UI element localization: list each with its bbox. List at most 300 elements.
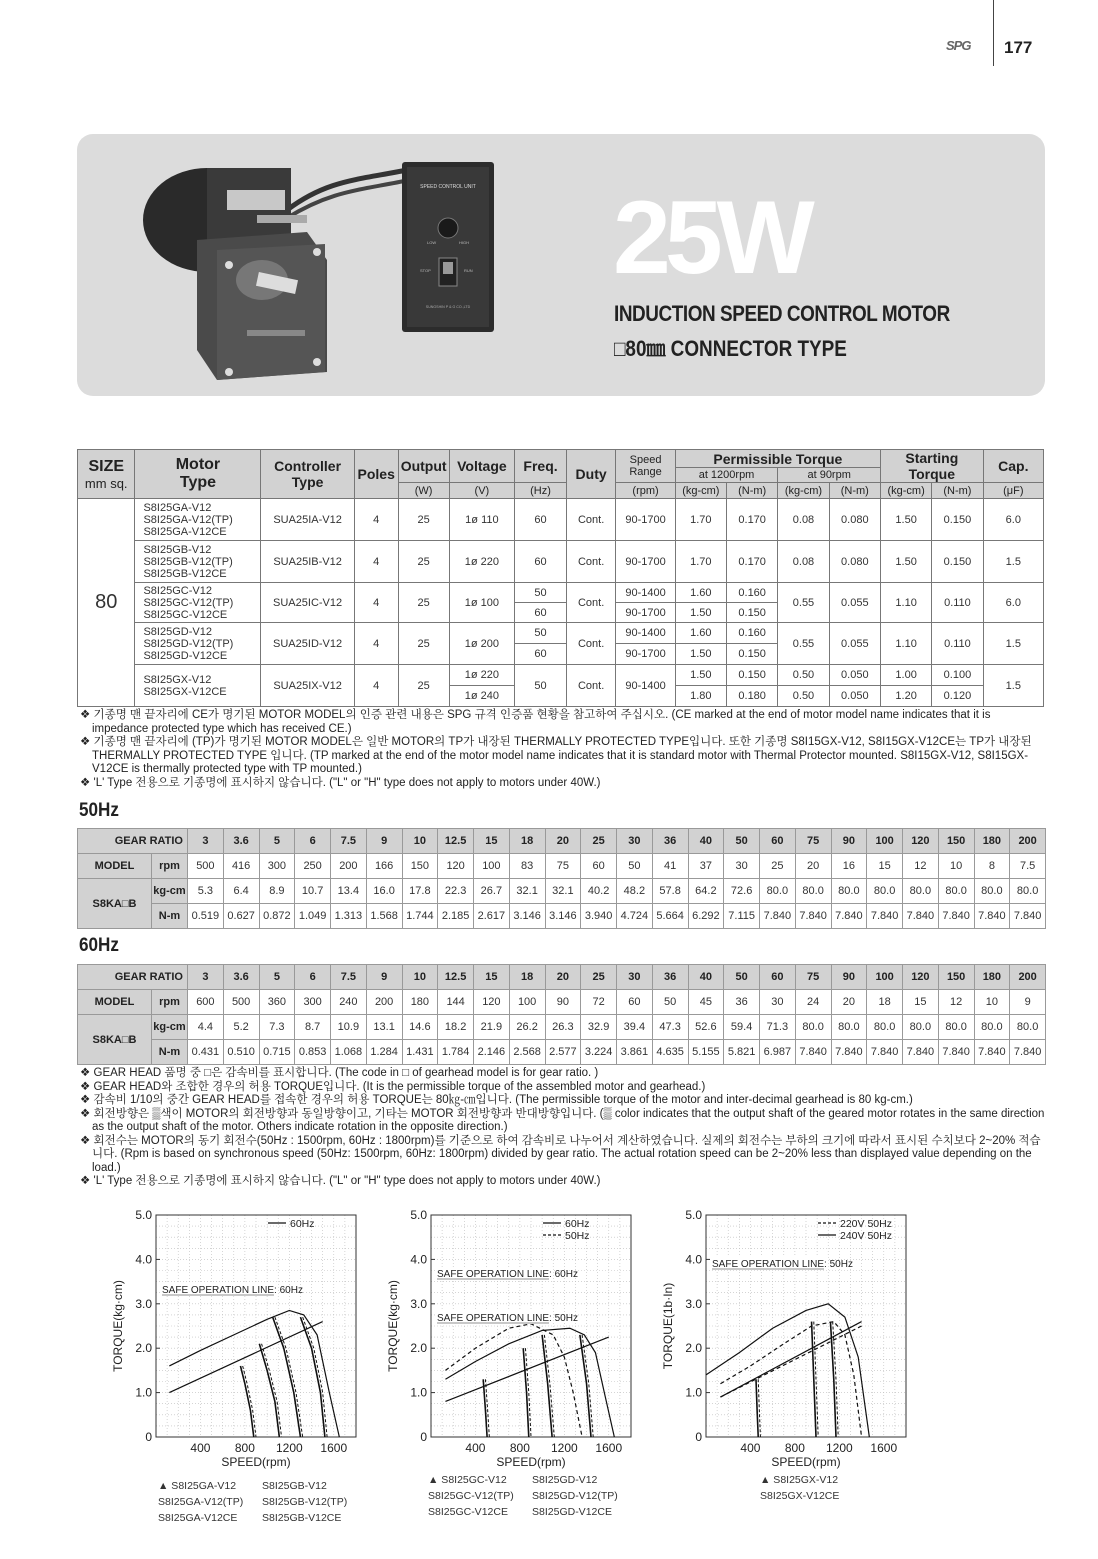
cutoff-line [259, 1344, 279, 1437]
product-title: INDUCTION SPEED CONTROL MOTOR [614, 301, 950, 326]
gear-cell: 40 [688, 965, 724, 990]
col-output: Output [398, 450, 449, 483]
gear-cell: 3 [188, 965, 224, 990]
gear-cell: 6.292 [688, 904, 724, 929]
gear-cell: 150 [938, 829, 974, 854]
legend-row [428, 1504, 618, 1520]
gear-cell: 80.0 [903, 879, 939, 904]
gear-cell: 3.146 [545, 904, 581, 929]
legend-model: S8I25GB-V12CE [262, 1512, 342, 1524]
gear-cell: 80.0 [1010, 879, 1046, 904]
spec-table: SIZE mm sq. Motor Type Controller Type Poles Output Voltage Freq. Duty Speed Range Permissible Torque Starting Torque Cap. at 1200rpm at 90rpm (W) (V) (Hz) (rpm) (kg-cm) (N-m) (kg-cm) (N-m) (kg-cm) (N-m) (μF) 80 S8I25GA-V12 S8I25GA-V12(TP) S8I25GA-V12CE SUA25IA-V12 4 25 1ø 110 60 Cont. 90-1700 1.70 0.170 0.08 0.080 1.50 0.150 6.0 S8I25GB-V12 S8I25GB-V12(TP) S8I25GB-V12CE SUA25IB-V12 4 25 1ø 220 60 Cont. 90-1700 1.70 0.170 0.08 0.080 1.50 0.150 1.5 S8I25GC-V12 S8I25GC-V12(TP) S8I25GC-V12CE SUA25IC-V12 4 25 1ø 100 50 Cont. 90-1400 1.60 0.160 0.55 0.055 1.10 0.110 6.0 60 90-1700 1.50 0.150 S8I25GD-V12 S8I25GD-V12(TP) S8I25GD-V12CE SUA25ID-V12 4 25 1ø 200 50 Cont. 90-1400 1.60 0.160 0.55 0.055 1.10 0.110 1.5 60 90-1700 1.50 0.150 S8I25GX-V12 S8I25GX-V12CE SUA25IX-V12 4 25 1ø 220 50 Cont. 90-1400 1.50 0.150 0.50 0.050 1.00 0.100 1.5 1ø 240 1.80 0.180 0.50 0.050 1.20 0.120 [77, 449, 1044, 707]
gear-cell: 500 [188, 854, 224, 879]
table-row: S8I25GB-V12 S8I25GB-V12(TP) S8I25GB-V12CE SUA25IB-V12 4 25 1ø 220 60 Cont. 90-1700 1.70 0.170 0.08 0.080 1.50 0.150 1.5 [78, 541, 1044, 583]
table-row: 60 90-1700 1.50 0.150 [78, 603, 1044, 623]
gear-cell: 59.4 [724, 1015, 760, 1040]
legend-row [158, 1494, 347, 1510]
gear-cell: 80.0 [760, 879, 796, 904]
gear-cell: 120 [903, 965, 939, 990]
gear-cell: 21.9 [474, 1015, 510, 1040]
gear-cell: 10 [938, 854, 974, 879]
gear-cell: 72 [581, 990, 617, 1015]
notes-spec: ❖ 기종명 맨 끝자리에 CE가 명기된 MOTOR MODEL의 인증 관련 내용은 SPG 규격 인증품 현황을 참고하여 주십시오. (CE marked at the end of motor model name indicates that it is impedance protected type which has received CE.) ❖ 기종명 맨 끝자리에 (TP)가 명기된 MOTOR MODEL은 일반 MOTOR의 TP가 내장된 THERMALLY PROTECTED TYPE입니다. 또한 기종명 S8I15GX-V12, S8I15GX-V12CE는 TP가 내장된 THERMALLY PROTECTED TYPE 입니다. (TP marked at the end of the motor model name indicates that it is standard motor with Thermal Protector mounted. S8I15GX-V12, S8I15GX-V12CE is thermally protected type with TP mounted.) ❖ 'L' Type 전용으로 기종명에 표시하지 않습니다. ("L" or "H" type does not apply to motors under 40W.) [80, 709, 1032, 789]
gear-cell: 5.821 [724, 1040, 760, 1065]
col-size: SIZE mm sq. [78, 450, 135, 499]
x-tick-label: 1200 [825, 1441, 853, 1455]
gear-cell: 15 [867, 854, 903, 879]
gear-cell: 7.840 [831, 904, 867, 929]
gear-cell: 6.4 [223, 879, 259, 904]
gear-cell: 300 [295, 990, 331, 1015]
gear-cell: 50 [617, 854, 653, 879]
table-row: S8I25GX-V12 S8I25GX-V12CE SUA25IX-V12 4 25 1ø 220 50 Cont. 90-1400 1.50 0.150 0.50 0.050 1.00 0.100 1.5 [78, 665, 1044, 686]
gear-cell: 80.0 [867, 1015, 903, 1040]
gear-cell: 100 [867, 965, 903, 990]
gear-table-60hz [77, 964, 1046, 1065]
legend-row [428, 1488, 618, 1504]
legend-model: S8I25GD-V12 [532, 1474, 598, 1486]
legend-model: S8I25GB-V12(TP) [262, 1496, 348, 1508]
gear-cell: 80.0 [974, 1015, 1010, 1040]
gear-cell: 7.840 [760, 904, 796, 929]
gear-cell: 75 [795, 829, 831, 854]
col-voltage: Voltage [449, 450, 515, 483]
gear-cell: 9 [366, 829, 402, 854]
gear-cell: 26.3 [545, 1015, 581, 1040]
gear-cell: 37 [688, 854, 724, 879]
legend-label: 220V 50Hz [840, 1218, 892, 1230]
gear-row-nm: N-m 0.431 0.510 0.715 0.853 1.068 1.284 1.431 1.784 2.146 2.568 2.577 3.224 3.861 4.635 5.155 5.821 6.987 7.840 7.840 7.840 7.840 7.840 7.840 7.840 [78, 1040, 1046, 1065]
gear-cell: 60 [760, 829, 796, 854]
col-at90: at 90rpm [778, 468, 881, 483]
gear-cell: 2.146 [474, 1040, 510, 1065]
legend-label: 240V 50Hz [840, 1230, 892, 1242]
gear-cell: 300 [259, 854, 295, 879]
svg-text:HIGH: HIGH [459, 240, 469, 245]
gear-row-kgcm: S8KA□B kg-cm 5.3 6.4 8.9 10.7 13.4 16.0 17.8 22.3 26.7 32.1 32.1 40.2 48.2 57.8 64.2 72.6 80.0 80.0 80.0 80.0 80.0 80.0 80.0 80.0 [78, 879, 1046, 904]
gear-cell: 5.3 [188, 879, 224, 904]
gear-row-kgcm: S8KA□B kg-cm 4.4 5.2 7.3 8.7 10.9 13.1 14.6 18.2 21.9 26.2 26.3 32.9 39.4 47.3 52.6 59.4 71.3 80.0 80.0 80.0 80.0 80.0 80.0 80.0 [78, 1015, 1046, 1040]
gear-cell: 80.0 [795, 1015, 831, 1040]
series-line [445, 1324, 582, 1437]
table-row: S8I25GC-V12 S8I25GC-V12(TP) S8I25GC-V12CE SUA25IC-V12 4 25 1ø 100 50 Cont. 90-1400 1.60 0.160 0.55 0.055 1.10 0.110 6.0 [78, 583, 1044, 603]
legend-model: S8I25GD-V12(TP) [532, 1490, 618, 1502]
gear-cell: 8.7 [295, 1015, 331, 1040]
gear-cell: 12 [903, 854, 939, 879]
gear-cell: 47.3 [652, 1015, 688, 1040]
gear-cell: 18 [867, 990, 903, 1015]
y-tick-label: 2.0 [685, 1341, 702, 1356]
gear-cell: 12.5 [438, 965, 474, 990]
x-axis-label: SPEED(rpm) [771, 1455, 841, 1469]
col-freq: Freq. [515, 450, 567, 483]
gear-cell: 5.155 [688, 1040, 724, 1065]
y-tick-label: 2.0 [410, 1341, 427, 1356]
gear-cell: 200 [366, 990, 402, 1015]
col-poles: Poles [354, 450, 398, 499]
gear-cell: 0.853 [295, 1040, 331, 1065]
gear-cell: 0.510 [223, 1040, 259, 1065]
gear-cell: 7.840 [831, 1040, 867, 1065]
gear-cell: 3.146 [509, 904, 545, 929]
legend-row [158, 1478, 347, 1494]
gear-cell: 5.664 [652, 904, 688, 929]
series-line [720, 1326, 861, 1397]
gear-cell: 16 [831, 854, 867, 879]
gear-cell: 9 [366, 965, 402, 990]
gear-cell: 50 [724, 829, 760, 854]
gear-cell: 3.224 [581, 1040, 617, 1065]
annotation-label: SAFE OPERATION LINE: 50Hz [712, 1259, 853, 1270]
torque-chart-ga-gb [110, 1205, 370, 1475]
y-tick-label: 3.0 [685, 1296, 702, 1311]
gear-cell: 80.0 [903, 1015, 939, 1040]
gear-cell: 6 [295, 965, 331, 990]
col-start-torque: Starting Torque [881, 450, 984, 483]
table-row: 60 90-1700 1.50 0.150 [78, 644, 1044, 665]
legend-label: 60Hz [565, 1218, 590, 1230]
gear-cell: 360 [259, 990, 295, 1015]
heading-50hz: 50Hz [79, 800, 119, 821]
torque-chart-gx [660, 1205, 920, 1475]
gear-cell: 10.9 [331, 1015, 367, 1040]
series-line [720, 1322, 861, 1437]
y-tick-label: 5.0 [685, 1208, 702, 1222]
gear-cell: 1.049 [295, 904, 331, 929]
hero-banner [77, 134, 1045, 396]
gear-cell: 25 [760, 854, 796, 879]
x-tick-label: 1600 [870, 1441, 898, 1455]
gear-cell: 2.568 [509, 1040, 545, 1065]
gear-cell: 15 [903, 990, 939, 1015]
gear-cell: 15 [474, 965, 510, 990]
x-tick-label: 400 [740, 1441, 761, 1455]
gear-cell: 250 [295, 854, 331, 879]
chart-legend-gc-gd [428, 1472, 618, 1520]
gear-cell: 10 [974, 990, 1010, 1015]
gear-row-ratios: GEAR RATIO 3 3.6 5 6 7.5 9 10 12.5 15 18 20 25 30 36 40 50 60 75 90 100 120 150 180 200 [78, 965, 1046, 990]
y-tick-label: 5.0 [135, 1208, 152, 1222]
gear-cell: 15 [474, 829, 510, 854]
gear-cell: 36 [652, 829, 688, 854]
gear-cell: 0.715 [259, 1040, 295, 1065]
gear-cell: 7.840 [903, 904, 939, 929]
gear-table-50hz [77, 828, 1046, 929]
page-header [0, 0, 1098, 80]
cutoff-line [756, 1379, 758, 1437]
col-duty: Duty [566, 450, 616, 499]
gear-cell: 80.0 [795, 879, 831, 904]
x-tick-label: 400 [465, 1441, 486, 1455]
gear-cell: 25 [581, 829, 617, 854]
gear-cell: 48.2 [617, 879, 653, 904]
gear-cell: 7.840 [795, 904, 831, 929]
gear-cell: 166 [366, 854, 402, 879]
gear-cell: 3.6 [223, 829, 259, 854]
legend-label: 50Hz [565, 1230, 590, 1242]
gear-cell: 30 [724, 854, 760, 879]
gear-cell: 4.724 [617, 904, 653, 929]
legend-model: S8I25GX-V12CE [760, 1490, 840, 1502]
gear-cell: 50 [652, 990, 688, 1015]
gear-row-nm: N-m 0.519 0.627 0.872 1.049 1.313 1.568 1.744 2.185 2.617 3.146 3.146 3.940 4.724 5.664 6.292 7.115 7.840 7.840 7.840 7.840 7.840 7.840 7.840 7.840 [78, 904, 1046, 929]
gear-cell: 2.577 [545, 1040, 581, 1065]
legend-model: ▲ S8I25GA-V12 [158, 1480, 237, 1492]
gear-cell: 36 [652, 965, 688, 990]
gear-cell: 36 [724, 990, 760, 1015]
series-line [169, 1322, 322, 1393]
gear-cell: 144 [438, 990, 474, 1015]
x-axis-label: SPEED(rpm) [221, 1455, 291, 1469]
gear-cell: 20 [545, 829, 581, 854]
y-tick-label: 1.0 [410, 1385, 427, 1400]
legend-row [760, 1472, 864, 1488]
col-at1200: at 1200rpm [675, 468, 778, 483]
gear-row-rpm: MODEL rpm 500 416 300 250 200 166 150 120 100 83 75 60 50 41 37 30 25 20 16 15 12 10 8 7.5 [78, 854, 1046, 879]
y-axis-label: TORQUE(kg·cm) [386, 1280, 400, 1372]
gear-cell: 500 [223, 990, 259, 1015]
svg-text:SUNGSHIN P & G CO.,LTD: SUNGSHIN P & G CO.,LTD [425, 305, 471, 309]
x-tick-label: 1600 [320, 1441, 348, 1455]
gear-cell: 7.840 [1010, 1040, 1046, 1065]
gear-cell: 7.840 [867, 904, 903, 929]
gear-cell: 40.2 [581, 879, 617, 904]
chart-legend-ga-gb [158, 1478, 347, 1526]
gear-cell: 18 [509, 965, 545, 990]
gear-cell: 12.5 [438, 829, 474, 854]
gear-cell: 120 [474, 990, 510, 1015]
y-tick-label: 2.0 [135, 1341, 152, 1356]
gear-cell: 150 [402, 854, 438, 879]
size-cell: 80 [78, 499, 135, 707]
x-tick-label: 800 [784, 1441, 805, 1455]
y-tick-label: 5.0 [410, 1208, 427, 1222]
gear-cell: 8.9 [259, 879, 295, 904]
gear-cell: 52.6 [688, 1015, 724, 1040]
gear-cell: 2.617 [474, 904, 510, 929]
gear-cell: 90 [545, 990, 581, 1015]
cutoff-line [542, 1335, 552, 1437]
table-row: S8I25GD-V12 S8I25GD-V12(TP) S8I25GD-V12CE SUA25ID-V12 4 25 1ø 200 50 Cont. 90-1400 1.60 0.160 0.55 0.055 1.10 0.110 1.5 [78, 623, 1044, 644]
gear-cell: 120 [438, 854, 474, 879]
gear-cell: 100 [474, 854, 510, 879]
cutoff-line [240, 1366, 253, 1437]
gear-cell: 7.840 [974, 904, 1010, 929]
gear-cell: 7.840 [938, 1040, 974, 1065]
gear-cell: 80.0 [831, 1015, 867, 1040]
gear-cell: 72.6 [724, 879, 760, 904]
gear-cell: 16.0 [366, 879, 402, 904]
x-axis-label: SPEED(rpm) [496, 1455, 566, 1469]
header-divider [993, 0, 994, 66]
torque-chart-gc-gd [385, 1205, 645, 1475]
gear-cell: 9 [1010, 990, 1046, 1015]
gear-cell: 7.840 [1010, 904, 1046, 929]
series-line [169, 1310, 339, 1437]
gear-cell: 57.8 [652, 879, 688, 904]
x-tick-label: 800 [234, 1441, 255, 1455]
y-axis-label: TORQUE(kg·cm) [111, 1280, 125, 1372]
gear-cell: 26.7 [474, 879, 510, 904]
gear-cell: 20 [795, 854, 831, 879]
gear-cell: 5 [259, 829, 295, 854]
gear-cell: 26.2 [509, 1015, 545, 1040]
gear-cell: 13.1 [366, 1015, 402, 1040]
gear-cell: 240 [331, 990, 367, 1015]
gear-cell: 7.840 [974, 1040, 1010, 1065]
y-tick-label: 1.0 [135, 1385, 152, 1400]
gear-cell: 32.1 [509, 879, 545, 904]
legend-model: S8I25GB-V12 [262, 1480, 327, 1492]
gear-cell: 32.9 [581, 1015, 617, 1040]
annotation-label: SAFE OPERATION LINE: 50Hz [437, 1313, 578, 1324]
x-tick-label: 1600 [595, 1441, 623, 1455]
gear-cell: 80.0 [974, 879, 1010, 904]
gear-cell: 8 [974, 854, 1010, 879]
col-motor: Motor Type [135, 450, 261, 499]
cutoff-line [812, 1322, 816, 1437]
gear-cell: 6.987 [760, 1040, 796, 1065]
gear-cell: 120 [903, 829, 939, 854]
gear-cell: 10 [402, 829, 438, 854]
gear-cell: 1.313 [331, 904, 367, 929]
gear-cell: 80.0 [938, 1015, 974, 1040]
gear-row-ratios: GEAR RATIO 3 3.6 5 6 7.5 9 10 12.5 15 18 20 25 30 36 40 50 60 75 90 100 120 150 180 200 [78, 829, 1046, 854]
cutoff-line [544, 1335, 554, 1437]
gear-cell: 80.0 [867, 879, 903, 904]
x-tick-label: 1200 [550, 1441, 578, 1455]
legend-model: ▲ S8I25GX-V12 [760, 1474, 839, 1486]
legend-model: S8I25GC-V12CE [428, 1506, 508, 1518]
gear-cell: 39.4 [617, 1015, 653, 1040]
gear-cell: 4.635 [652, 1040, 688, 1065]
col-controller: Controller Type [261, 450, 354, 499]
gear-cell: 14.6 [402, 1015, 438, 1040]
legend-model: S8I25GA-V12CE [158, 1512, 238, 1524]
gear-cell: 10 [402, 965, 438, 990]
gear-cell: 4.4 [188, 1015, 224, 1040]
gear-cell: 80.0 [831, 879, 867, 904]
gear-cell: 100 [509, 990, 545, 1015]
gear-cell: 32.1 [545, 879, 581, 904]
gear-cell: 7.5 [1010, 854, 1046, 879]
gear-cell: 1.744 [402, 904, 438, 929]
y-tick-label: 0 [695, 1430, 702, 1444]
gear-cell: 83 [509, 854, 545, 879]
cutoff-line [582, 1335, 593, 1437]
gear-cell: 200 [1010, 829, 1046, 854]
legend-model: ▲ S8I25GC-V12 [428, 1474, 507, 1486]
legend-label: 60Hz [290, 1218, 315, 1230]
svg-text:STOP: STOP [420, 268, 431, 273]
gear-cell: 1.784 [438, 1040, 474, 1065]
gear-cell: 3.861 [617, 1040, 653, 1065]
gear-cell: 17.8 [402, 879, 438, 904]
y-tick-label: 4.0 [135, 1252, 152, 1267]
gear-cell: 30 [617, 829, 653, 854]
gear-cell: 0.519 [188, 904, 224, 929]
gear-cell: 10.7 [295, 879, 331, 904]
svg-text:LOW: LOW [427, 240, 437, 245]
gear-cell: 7.115 [724, 904, 760, 929]
gear-cell: 24 [795, 990, 831, 1015]
gear-cell: 30 [760, 990, 796, 1015]
gear-cell: 80.0 [1010, 1015, 1046, 1040]
gear-cell: 90 [831, 829, 867, 854]
gear-cell: 60 [617, 990, 653, 1015]
table-row: 80 S8I25GA-V12 S8I25GA-V12(TP) S8I25GA-V12CE SUA25IA-V12 4 25 1ø 110 60 Cont. 90-1700 1.70 0.170 0.08 0.080 1.50 0.150 6.0 [78, 499, 1044, 541]
legend-row [158, 1510, 347, 1526]
gear-cell: 30 [617, 965, 653, 990]
y-axis-label: TORQUE(1b·In) [661, 1282, 675, 1370]
gear-cell: 45 [688, 990, 724, 1015]
product-subtitle: □80㎜ CONNECTOR TYPE [614, 336, 847, 361]
gear-cell: 90 [831, 965, 867, 990]
gear-cell: 7.5 [331, 965, 367, 990]
gear-cell: 6 [295, 829, 331, 854]
y-tick-label: 3.0 [410, 1296, 427, 1311]
gear-cell: 200 [331, 854, 367, 879]
brand-logo: SPG [946, 38, 971, 53]
gear-cell: 100 [867, 829, 903, 854]
gear-row-rpm: MODEL rpm 600 500 360 300 240 200 180 144 120 100 90 72 60 50 45 36 30 24 20 18 15 12 10 9 [78, 990, 1046, 1015]
svg-text:RUN: RUN [464, 268, 473, 273]
legend-model: S8I25GC-V12(TP) [428, 1490, 514, 1502]
gear-cell: 75 [795, 965, 831, 990]
gear-cell: 18 [509, 829, 545, 854]
annotation-label: SAFE OPERATION LINE: 60Hz [437, 1269, 578, 1280]
gear-cell: 60 [760, 965, 796, 990]
heading-60hz: 60Hz [79, 935, 119, 956]
gear-cell: 80.0 [938, 879, 974, 904]
y-tick-label: 0 [145, 1430, 152, 1444]
gear-cell: 22.3 [438, 879, 474, 904]
gear-cell: 75 [545, 854, 581, 879]
svg-text:SPEED CONTROL UNIT: SPEED CONTROL UNIT [420, 184, 476, 190]
gear-cell: 180 [402, 990, 438, 1015]
gear-cell: 600 [188, 990, 224, 1015]
col-speed: Speed Range [616, 450, 675, 483]
gear-cell: 5.2 [223, 1015, 259, 1040]
gear-cell: 13.4 [331, 879, 367, 904]
gear-cell: 50 [724, 965, 760, 990]
gear-cell: 1.068 [331, 1040, 367, 1065]
motor-photo [137, 140, 497, 390]
page-number: 177 [1004, 38, 1033, 57]
gear-cell: 7.5 [331, 829, 367, 854]
gear-cell: 1.284 [366, 1040, 402, 1065]
cutoff-line [483, 1379, 487, 1437]
gear-cell: 64.2 [688, 879, 724, 904]
gear-cell: 7.840 [938, 904, 974, 929]
gear-cell: 20 [545, 965, 581, 990]
x-tick-label: 400 [190, 1441, 211, 1455]
gear-cell: 3 [188, 829, 224, 854]
gear-cell: 0.627 [223, 904, 259, 929]
y-tick-label: 4.0 [410, 1252, 427, 1267]
gear-cell: 7.840 [795, 1040, 831, 1065]
y-tick-label: 4.0 [685, 1252, 702, 1267]
gear-cell: 25 [581, 965, 617, 990]
table-row: 1ø 240 1.80 0.180 0.50 0.050 1.20 0.120 [78, 686, 1044, 707]
gear-cell: 20 [831, 990, 867, 1015]
wattage-title: 25W [613, 180, 809, 296]
legend-row [428, 1472, 618, 1488]
gear-cell: 5 [259, 965, 295, 990]
col-cap: Cap. [983, 450, 1043, 483]
gear-cell: 7.840 [867, 1040, 903, 1065]
gear-cell: 0.431 [188, 1040, 224, 1065]
